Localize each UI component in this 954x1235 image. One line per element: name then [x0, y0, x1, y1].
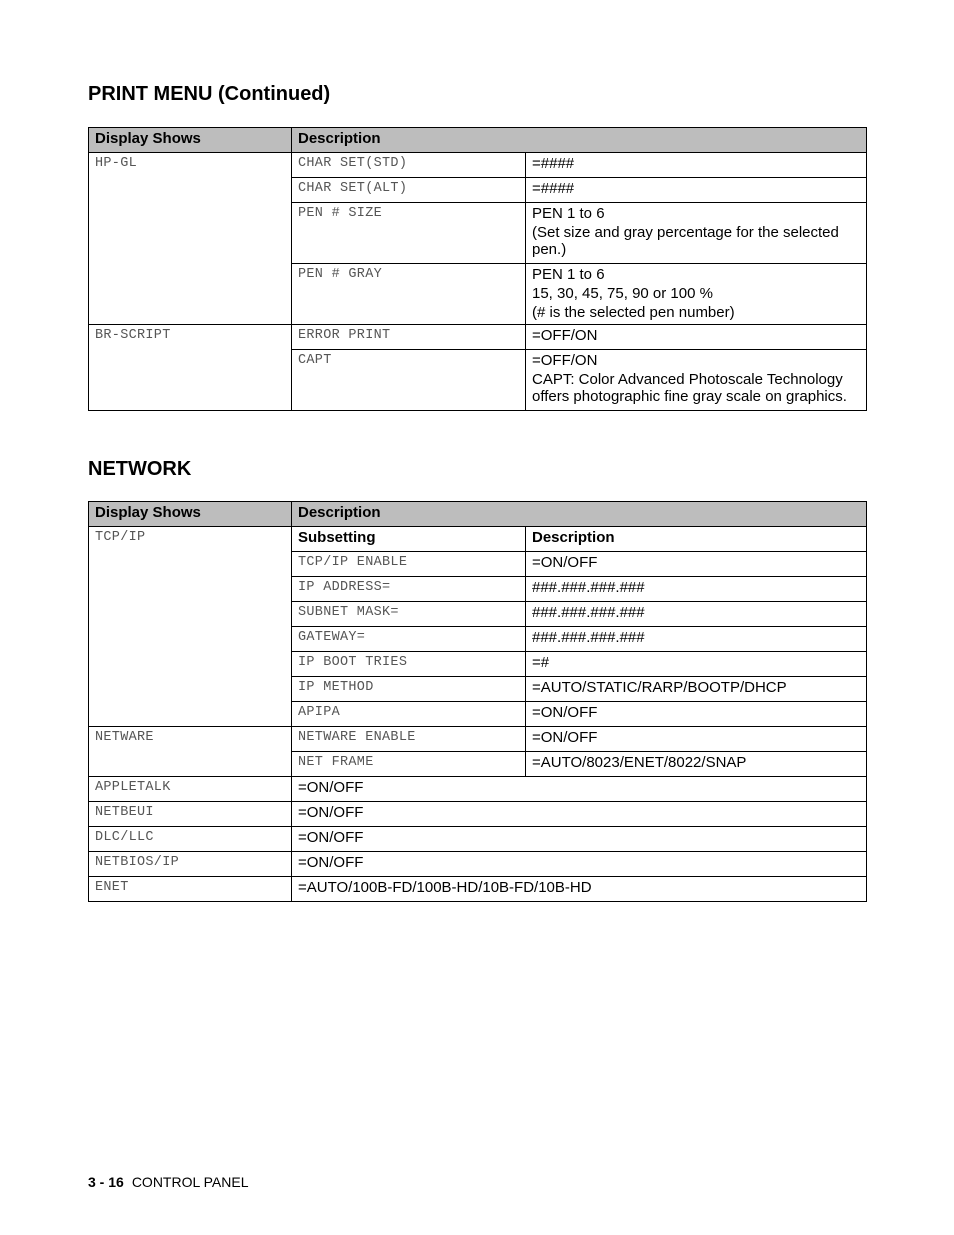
value-charset-alt: =####	[526, 178, 867, 203]
capt-note: CAPT: Color Advanced Photoscale Technology offers photographic fine gray scale on graphics.	[532, 371, 847, 405]
menu-appletalk: APPLETALK	[89, 777, 292, 802]
pen-size-range: PEN 1 to 6	[532, 205, 605, 222]
network-table	[88, 501, 867, 902]
value-gateway: ###.###.###.###	[526, 627, 867, 652]
value-dlc-llc: =ON/OFF	[292, 827, 867, 852]
subheader-description: Description	[526, 527, 867, 552]
setting-netware-enable: NETWARE ENABLE	[292, 727, 526, 752]
value-capt	[526, 350, 867, 411]
print-menu-title: PRINT MENU (Continued)	[88, 83, 331, 105]
setting-ip-address: IP ADDRESS=	[292, 577, 526, 602]
value-charset-std: =####	[526, 153, 867, 178]
pen-size-note: (Set size and gray percentage for the selected pen.)	[532, 224, 839, 258]
setting-pen-size: PEN # SIZE	[292, 203, 526, 264]
page-footer	[88, 1174, 249, 1190]
menu-netbeui: NETBEUI	[89, 802, 292, 827]
footer-section: CONTROL PANEL	[131, 1174, 249, 1190]
value-pen-size	[526, 203, 867, 264]
value-error-print: =OFF/ON	[526, 325, 867, 350]
network-title: NETWORK	[88, 458, 192, 480]
value-net-frame: =AUTO/8023/ENET/8022/SNAP	[526, 752, 867, 777]
page-number: 3 - 16	[88, 1174, 124, 1190]
setting-charset-std: CHAR SET(STD)	[292, 153, 526, 178]
value-subnet-mask: ###.###.###.###	[526, 602, 867, 627]
value-apipa: =ON/OFF	[526, 702, 867, 727]
setting-subnet-mask: SUBNET MASK=	[292, 602, 526, 627]
menu-enet: ENET	[89, 877, 292, 902]
menu-tcpip: TCP/IP	[89, 527, 292, 727]
value-netbios-ip: =ON/OFF	[292, 852, 867, 877]
setting-apipa: APIPA	[292, 702, 526, 727]
pen-gray-percent: 15, 30, 45, 75, 90 or 100 %	[532, 285, 713, 302]
setting-charset-alt: CHAR SET(ALT)	[292, 178, 526, 203]
subheader-subsetting: Subsetting	[292, 527, 526, 552]
pen-gray-note: (# is the selected pen number)	[532, 304, 735, 321]
value-pen-gray	[526, 264, 867, 325]
capt-value: =OFF/ON	[532, 352, 598, 369]
value-tcpip-enable: =ON/OFF	[526, 552, 867, 577]
menu-netbios-ip: NETBIOS/IP	[89, 852, 292, 877]
menu-brscript: BR-SCRIPT	[89, 325, 292, 411]
setting-ip-method: IP METHOD	[292, 677, 526, 702]
menu-dlc-llc: DLC/LLC	[89, 827, 292, 852]
col-header-description: Description	[292, 128, 867, 153]
pen-gray-range: PEN 1 to 6	[532, 266, 605, 283]
setting-net-frame: NET FRAME	[292, 752, 526, 777]
value-ip-method: =AUTO/STATIC/RARP/BOOTP/DHCP	[526, 677, 867, 702]
menu-hpgl: HP-GL	[89, 153, 292, 325]
value-ip-address: ###.###.###.###	[526, 577, 867, 602]
value-enet: =AUTO/100B-FD/100B-HD/10B-FD/10B-HD	[292, 877, 867, 902]
setting-pen-gray: PEN # GRAY	[292, 264, 526, 325]
print-menu-table	[88, 127, 867, 411]
value-ip-boot-tries: =#	[526, 652, 867, 677]
col-header-display: Display Shows	[89, 502, 292, 527]
setting-error-print: ERROR PRINT	[292, 325, 526, 350]
setting-capt: CAPT	[292, 350, 526, 411]
value-netware-enable: =ON/OFF	[526, 727, 867, 752]
col-header-display: Display Shows	[89, 128, 292, 153]
menu-netware: NETWARE	[89, 727, 292, 777]
setting-gateway: GATEWAY=	[292, 627, 526, 652]
setting-ip-boot-tries: IP BOOT TRIES	[292, 652, 526, 677]
col-header-description: Description	[292, 502, 867, 527]
value-appletalk: =ON/OFF	[292, 777, 867, 802]
setting-tcpip-enable: TCP/IP ENABLE	[292, 552, 526, 577]
value-netbeui: =ON/OFF	[292, 802, 867, 827]
